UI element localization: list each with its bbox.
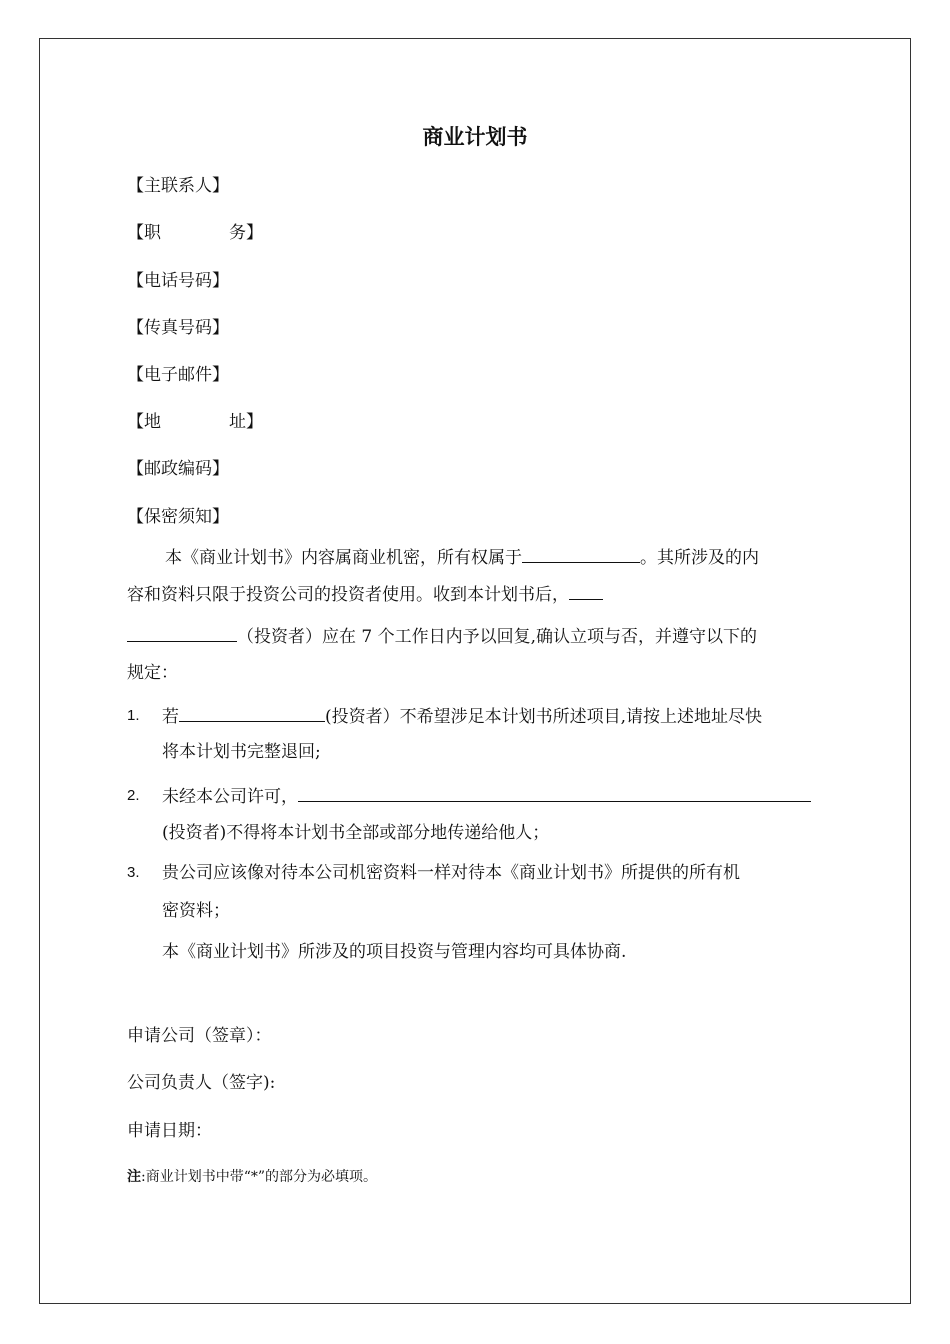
- signature-person: 公司负责人（签字):: [127, 1073, 276, 1093]
- rule-2-number: 2.: [127, 787, 140, 804]
- field-address: 【地 址】: [127, 412, 263, 432]
- rule-1-number: 1.: [127, 707, 140, 724]
- rule-1-line-2: 将本计划书完整退回;: [162, 742, 321, 762]
- closing-statement: 本《商业计划书》所涉及的项目投资与管理内容均可具体协商.: [162, 942, 627, 962]
- intro-line-3: （投资者）应在 7 个工作日内予以回复,确认立项与否，并遵守以下的: [127, 626, 757, 647]
- field-phone: 【电话号码】: [127, 271, 229, 291]
- rule-1-blank: [179, 706, 325, 722]
- rule-1-line-1: 若 (投资者）不希望涉足本计划书所述项目,请按上述地址尽快: [162, 707, 763, 727]
- footnote: 注:商业计划书中带“*”的部分为必填项。: [127, 1169, 378, 1185]
- field-position: 【职 务】: [127, 223, 263, 243]
- intro-line-4: 规定：: [127, 663, 178, 683]
- rule-3-line-1: 贵公司应该像对待本公司机密资料一样对待本《商业计划书》所提供的所有机: [162, 863, 740, 883]
- intro-line-1: 本《商业计划书》内容属商业机密，所有权属于 。其所涉及的内: [165, 548, 759, 568]
- investor-blank-a: [569, 584, 603, 600]
- owner-blank: [522, 547, 640, 563]
- intro-line-2: 容和资料只限于投资公司的投资者使用。收到本计划书后，: [127, 584, 603, 605]
- field-fax: 【传真号码】: [127, 318, 229, 338]
- signature-company: 申请公司（签章）：: [127, 1026, 272, 1046]
- rule-2-blank: [298, 786, 811, 802]
- investor-blank-b: [127, 626, 237, 642]
- document-title: 商业计划书: [422, 124, 528, 149]
- rule-2-line-2: (投资者)不得将本计划书全部或部分地传递给他人；: [162, 823, 550, 843]
- field-contact: 【主联系人】: [127, 176, 229, 196]
- rule-3-line-2: 密资料；: [162, 901, 230, 921]
- signature-date: 申请日期：: [127, 1121, 212, 1141]
- field-postcode: 【邮政编码】: [127, 459, 229, 479]
- rule-3-number: 3.: [127, 864, 140, 881]
- rule-2-line-1: 未经本公司许可，: [162, 786, 811, 807]
- field-confidential: 【保密须知】: [127, 507, 229, 527]
- field-email: 【电子邮件】: [127, 365, 229, 385]
